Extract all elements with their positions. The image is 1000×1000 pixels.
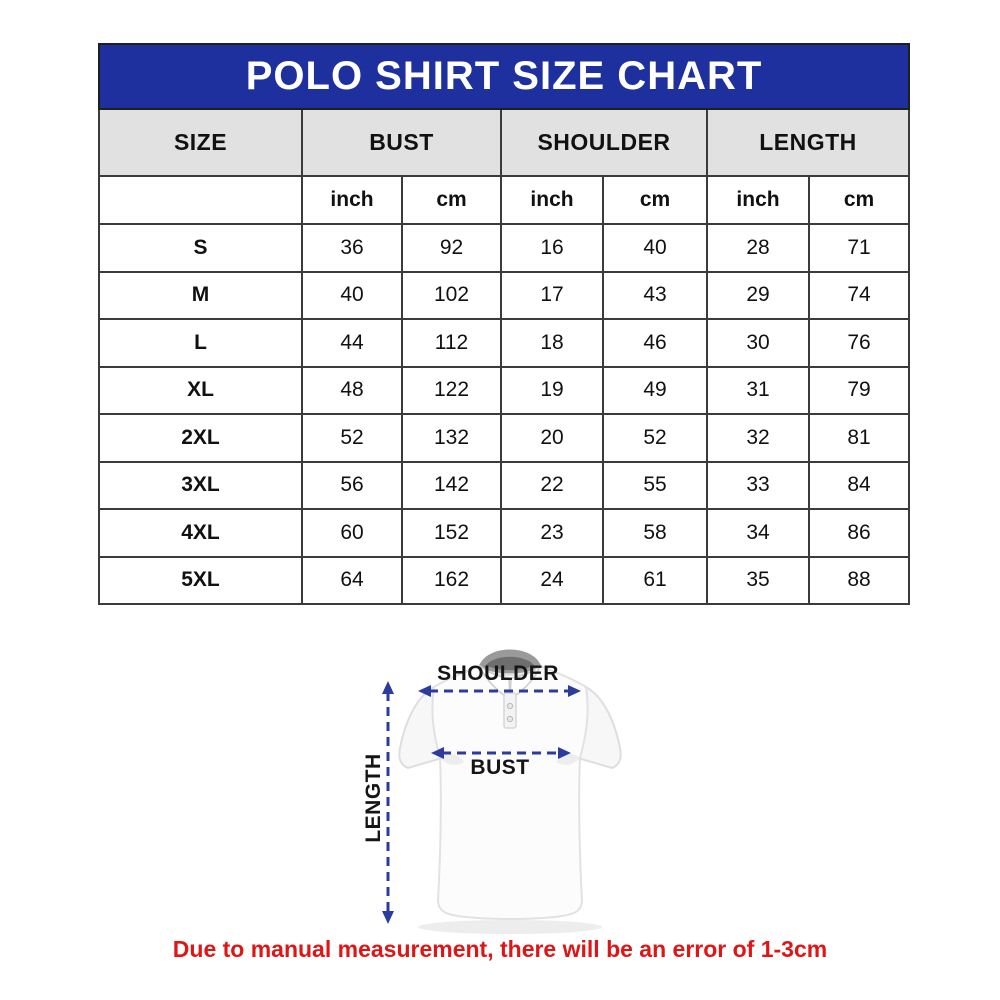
col-header-bust: BUST xyxy=(302,109,501,176)
size-label: 5XL xyxy=(99,557,302,605)
measurement-cell: 88 xyxy=(809,557,909,605)
measurement-cell: 102 xyxy=(402,272,501,320)
shoulder-label: SHOULDER xyxy=(437,662,559,685)
table-row xyxy=(99,509,909,557)
col-header-shoulder: SHOULDER xyxy=(501,109,707,176)
size-label: L xyxy=(99,319,302,367)
measurement-cell: 64 xyxy=(302,557,402,605)
measurement-cell: 122 xyxy=(402,367,501,415)
size-label: 4XL xyxy=(99,509,302,557)
table-row xyxy=(99,557,909,605)
measurement-cell: 86 xyxy=(809,509,909,557)
size-table-body xyxy=(99,224,909,604)
column-header-row xyxy=(99,109,909,176)
measurement-cell: 23 xyxy=(501,509,603,557)
measurement-cell: 71 xyxy=(809,224,909,272)
measurement-cell: 61 xyxy=(603,557,707,605)
measurement-cell: 44 xyxy=(302,319,402,367)
measurement-cell: 162 xyxy=(402,557,501,605)
table-row xyxy=(99,319,909,367)
table-row xyxy=(99,414,909,462)
measurement-cell: 52 xyxy=(603,414,707,462)
unit-header-shoulder-cm: cm xyxy=(603,176,707,224)
unit-header-bust-inch: inch xyxy=(302,176,402,224)
measurement-diagram xyxy=(330,630,690,942)
table-row xyxy=(99,367,909,415)
size-label: XL xyxy=(99,367,302,415)
col-header-size: SIZE xyxy=(99,109,302,176)
measurement-cell: 32 xyxy=(707,414,809,462)
measurement-cell: 18 xyxy=(501,319,603,367)
measurement-cell: 40 xyxy=(603,224,707,272)
table-row xyxy=(99,462,909,510)
unit-header-length-inch: inch xyxy=(707,176,809,224)
measurement-cell: 56 xyxy=(302,462,402,510)
measurement-cell: 55 xyxy=(603,462,707,510)
measurement-cell: 58 xyxy=(603,509,707,557)
unit-header-row xyxy=(99,176,909,224)
measurement-cell: 81 xyxy=(809,414,909,462)
button-top xyxy=(507,703,512,708)
measurement-cell: 20 xyxy=(501,414,603,462)
measurement-cell: 33 xyxy=(707,462,809,510)
measurement-cell: 28 xyxy=(707,224,809,272)
measurement-cell: 31 xyxy=(707,367,809,415)
table-row xyxy=(99,224,909,272)
measurement-cell: 30 xyxy=(707,319,809,367)
measurement-cell: 74 xyxy=(809,272,909,320)
measurement-cell: 43 xyxy=(603,272,707,320)
measurement-cell: 132 xyxy=(402,414,501,462)
measurement-cell: 16 xyxy=(501,224,603,272)
unit-header-blank xyxy=(99,176,302,224)
measurement-cell: 17 xyxy=(501,272,603,320)
measurement-cell: 34 xyxy=(707,509,809,557)
shirt-shadow xyxy=(418,920,602,934)
length-label: LENGTH xyxy=(362,753,385,843)
unit-header-shoulder-inch: inch xyxy=(501,176,603,224)
size-chart-table xyxy=(98,43,910,605)
measurement-cell: 48 xyxy=(302,367,402,415)
measurement-cell: 49 xyxy=(603,367,707,415)
measurement-cell: 142 xyxy=(402,462,501,510)
measurement-cell: 22 xyxy=(501,462,603,510)
bust-label: BUST xyxy=(470,756,530,779)
measurement-cell: 84 xyxy=(809,462,909,510)
placket xyxy=(504,693,516,728)
measurement-cell: 40 xyxy=(302,272,402,320)
measurement-cell: 36 xyxy=(302,224,402,272)
measurement-cell: 112 xyxy=(402,319,501,367)
measurement-cell: 79 xyxy=(809,367,909,415)
measurement-cell: 29 xyxy=(707,272,809,320)
measurement-cell: 60 xyxy=(302,509,402,557)
measurement-cell: 152 xyxy=(402,509,501,557)
measurement-cell: 19 xyxy=(501,367,603,415)
measurement-cell: 35 xyxy=(707,557,809,605)
col-header-length: LENGTH xyxy=(707,109,909,176)
measurement-cell: 24 xyxy=(501,557,603,605)
unit-header-length-cm: cm xyxy=(809,176,909,224)
size-label: M xyxy=(99,272,302,320)
measurement-cell: 92 xyxy=(402,224,501,272)
table-row xyxy=(99,272,909,320)
measurement-cell: 76 xyxy=(809,319,909,367)
size-label: S xyxy=(99,224,302,272)
size-label: 2XL xyxy=(99,414,302,462)
unit-header-bust-cm: cm xyxy=(402,176,501,224)
title-banner xyxy=(99,44,909,109)
page-title: POLO SHIRT SIZE CHART xyxy=(99,44,909,109)
button-bottom xyxy=(507,716,512,721)
measurement-note: Due to manual measurement, there will be an error of 1-3cm xyxy=(172,936,828,962)
measurement-cell: 52 xyxy=(302,414,402,462)
measurement-cell: 46 xyxy=(603,319,707,367)
size-label: 3XL xyxy=(99,462,302,510)
